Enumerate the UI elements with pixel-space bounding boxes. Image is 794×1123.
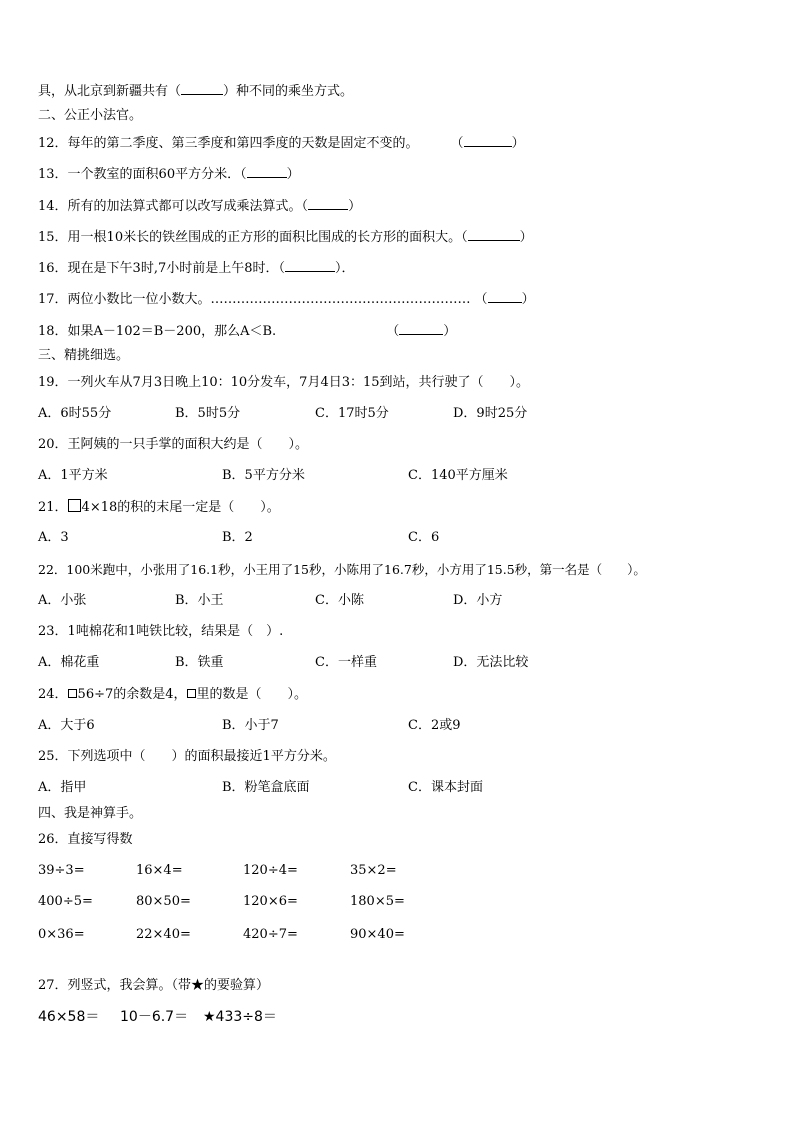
option-c[interactable]: C．17时5分 bbox=[315, 406, 389, 421]
question-15 bbox=[38, 229, 533, 246]
question-text: 具，从北京到新疆共有（ bbox=[38, 84, 182, 99]
question-27-title: 27．列竖式，我会算。（带★的要验算） bbox=[38, 978, 270, 993]
calc-item: 420÷7= bbox=[243, 927, 298, 942]
paren: （ bbox=[474, 292, 488, 307]
question-text: ）种不同的乘坐方式。 bbox=[223, 84, 354, 99]
paren: ）． bbox=[335, 261, 355, 276]
question-17 bbox=[38, 291, 535, 308]
option-b[interactable]: B．2 bbox=[222, 530, 253, 545]
option-c[interactable]: C．课本封面 bbox=[408, 780, 483, 795]
blank-box[interactable] bbox=[68, 499, 81, 512]
paren: ） bbox=[286, 167, 300, 182]
question-19: 19．一列火车从7月3日晚上10：10分发车，7月4日3：15到站，共行驶了（ ）。 bbox=[38, 375, 530, 390]
calc-item: 22×40= bbox=[136, 927, 191, 942]
calc-item: 120÷4= bbox=[243, 863, 298, 878]
paren: ） bbox=[511, 136, 525, 151]
question-24 bbox=[38, 687, 307, 703]
calc-item: 180×5= bbox=[350, 894, 405, 909]
answer-blank[interactable] bbox=[488, 291, 522, 303]
question-16 bbox=[38, 260, 355, 277]
answer-blank[interactable] bbox=[247, 166, 287, 178]
paren: （ bbox=[461, 230, 468, 245]
option-c[interactable]: C．140平方厘米 bbox=[408, 468, 508, 483]
paren: ） bbox=[443, 324, 457, 339]
paren: （ bbox=[278, 261, 286, 276]
vertical-calc-item: ★433÷8＝ bbox=[203, 1009, 277, 1025]
paren: （ bbox=[386, 324, 400, 339]
answer-blank[interactable] bbox=[468, 229, 520, 241]
option-b[interactable]: B．5时5分 bbox=[175, 406, 241, 421]
question-number: 24． bbox=[38, 687, 68, 702]
calc-item: 120×6= bbox=[243, 894, 298, 909]
section-heading: 四、我是神算手。 bbox=[38, 806, 143, 821]
question-21 bbox=[38, 499, 280, 516]
vertical-calc-item: 46×58＝ bbox=[38, 1009, 100, 1025]
question-text: 56÷7的余数是4， bbox=[77, 687, 187, 702]
question-11-tail bbox=[38, 83, 353, 100]
option-a[interactable]: A．3 bbox=[38, 530, 69, 545]
section-heading: 三、精挑细选。 bbox=[38, 348, 130, 363]
option-d[interactable]: D．9时25分 bbox=[453, 406, 528, 421]
paren: ） bbox=[519, 230, 533, 245]
question-13 bbox=[38, 166, 300, 183]
vertical-calc-item: 10－6.7＝ bbox=[120, 1009, 189, 1025]
answer-blank[interactable] bbox=[181, 83, 223, 95]
calc-item: 39÷3= bbox=[38, 863, 85, 878]
question-20: 20．王阿姨的一只手掌的面积大约是（ ）。 bbox=[38, 437, 309, 452]
paren: （ bbox=[240, 167, 247, 182]
question-12 bbox=[38, 135, 525, 152]
section-heading: 二、公正小法官。 bbox=[38, 108, 143, 123]
question-text: 12．每年的第二季度、第三季度和第四季度的天数是固定不变的。 bbox=[38, 136, 419, 151]
question-22: 22．100米跑中，小张用了16.1秒，小王用了15秒，小陈用了16.7秒，小方用了15.5秒，第一名是（ ）。 bbox=[38, 562, 646, 577]
question-text: 4×18的积的末尾一定是（ ）。 bbox=[81, 500, 280, 515]
option-c[interactable]: C．小陈 bbox=[315, 593, 364, 608]
question-text: 17．两位小数比一位小数大。…………………………………………………… bbox=[38, 292, 471, 307]
question-26-title: 26．直接写得数 bbox=[38, 832, 133, 847]
calc-item: 90×40= bbox=[350, 927, 405, 942]
option-b[interactable]: B．小于7 bbox=[222, 718, 279, 733]
option-b[interactable]: B．粉笔盒底面 bbox=[222, 780, 310, 795]
answer-blank[interactable] bbox=[464, 135, 512, 147]
question-23: 23．1吨棉花和1吨铁比较，结果是（ ）. bbox=[38, 624, 284, 639]
calc-item: 16×4= bbox=[136, 863, 183, 878]
question-text: 16．现在是下午3时,7小时前是上午8时． bbox=[38, 261, 279, 276]
question-text: 18．如果A－102＝B－200，那么A＜B. bbox=[38, 324, 277, 339]
answer-blank[interactable] bbox=[399, 323, 443, 335]
question-text: 里的数是（ ）。 bbox=[196, 687, 308, 702]
question-25: 25．下列选项中（ ）的面积最接近1平方分米。 bbox=[38, 749, 336, 764]
answer-blank[interactable] bbox=[285, 260, 335, 272]
paren: ） bbox=[521, 292, 535, 307]
question-text: 15．用一根10米长的铁丝围成的正方形的面积比围成的长方形的面积大。 bbox=[38, 230, 462, 245]
option-b[interactable]: B．5平方分米 bbox=[222, 468, 305, 483]
question-text: 13．一个教室的面积60平方分米． bbox=[38, 167, 241, 182]
option-a[interactable]: A．6时55分 bbox=[38, 406, 112, 421]
option-a[interactable]: A．小张 bbox=[38, 593, 87, 608]
blank-box[interactable] bbox=[68, 689, 77, 698]
option-c[interactable]: C．6 bbox=[408, 530, 440, 545]
calc-item: 35×2= bbox=[350, 863, 397, 878]
calc-item: 400÷5= bbox=[38, 894, 93, 909]
answer-blank[interactable] bbox=[308, 198, 348, 210]
option-a[interactable]: A．指甲 bbox=[38, 780, 87, 795]
option-b[interactable]: B．小王 bbox=[175, 593, 224, 608]
question-14 bbox=[38, 198, 361, 215]
option-d[interactable]: D．小方 bbox=[453, 593, 503, 608]
option-b[interactable]: B．铁重 bbox=[175, 655, 224, 670]
calc-item: 0×36= bbox=[38, 927, 85, 942]
paren: ） bbox=[348, 199, 362, 214]
blank-box[interactable] bbox=[187, 689, 196, 698]
paren: （ bbox=[450, 136, 464, 151]
paren: （ bbox=[301, 199, 309, 214]
option-a[interactable]: A．大于6 bbox=[38, 718, 95, 733]
question-18 bbox=[38, 323, 456, 340]
option-c[interactable]: C．2或9 bbox=[408, 718, 461, 733]
question-text: 14．所有的加法算式都可以改写成乘法算式。 bbox=[38, 199, 302, 214]
option-a[interactable]: A．1平方米 bbox=[38, 468, 108, 483]
option-d[interactable]: D．无法比较 bbox=[453, 655, 529, 670]
option-a[interactable]: A．棉花重 bbox=[38, 655, 100, 670]
question-number: 21． bbox=[38, 500, 68, 515]
option-c[interactable]: C．一样重 bbox=[315, 655, 377, 670]
calc-item: 80×50= bbox=[136, 894, 191, 909]
